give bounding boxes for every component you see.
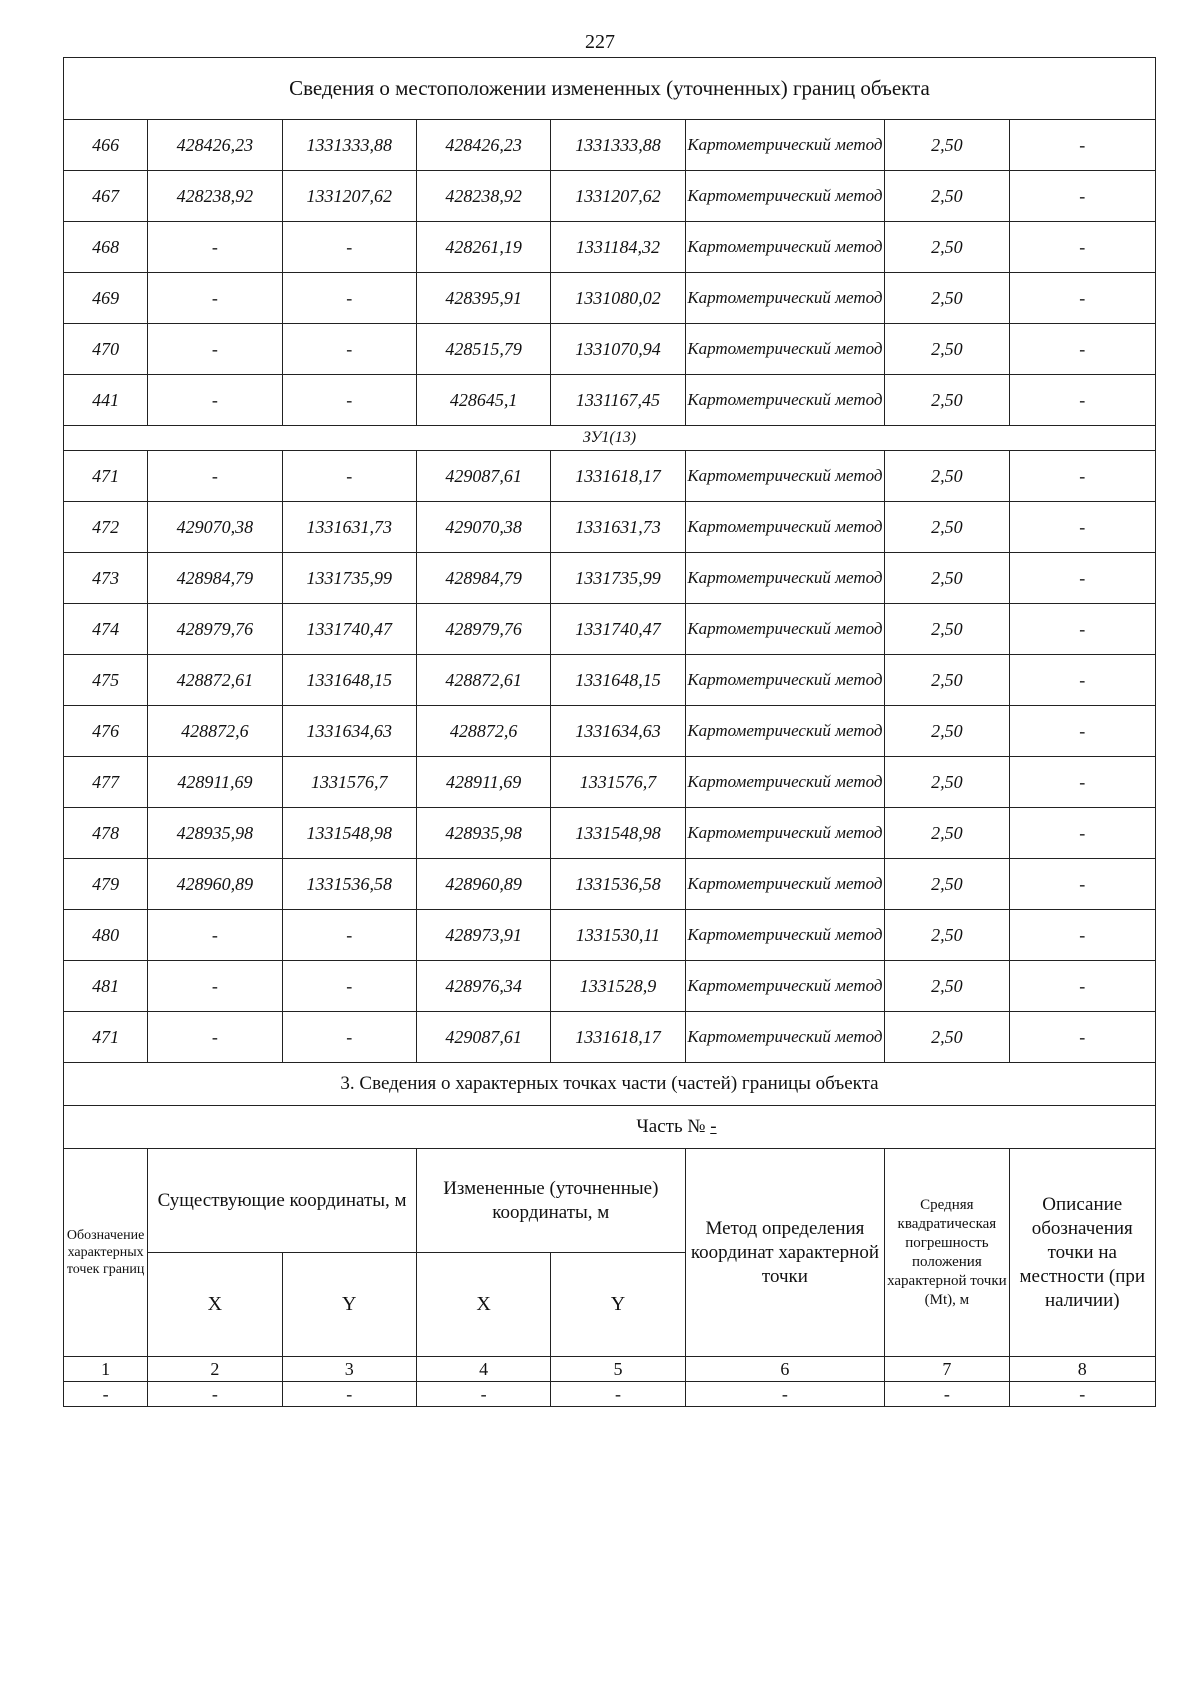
existing-y-cell: - — [282, 961, 416, 1012]
mean-error-cell: 2,50 — [885, 808, 1009, 859]
column-number-cell: 8 — [1009, 1357, 1155, 1382]
mean-error-cell: 2,50 — [885, 757, 1009, 808]
mean-error-cell: 2,50 — [885, 961, 1009, 1012]
changed-x-cell: 428960,89 — [416, 859, 550, 910]
empty-cell: - — [685, 1382, 885, 1407]
method-cell: Картометрический метод — [685, 222, 885, 273]
changed-y-cell: 1331536,58 — [551, 859, 685, 910]
description-cell: - — [1009, 502, 1155, 553]
changed-x-cell: 428515,79 — [416, 324, 550, 375]
existing-x-cell: - — [148, 222, 282, 273]
point-number-cell: 466 — [64, 120, 148, 171]
table-row — [64, 859, 1156, 910]
point-number-cell: 471 — [64, 1012, 148, 1063]
existing-x-cell: - — [148, 375, 282, 426]
existing-y-cell: - — [282, 273, 416, 324]
point-number-cell: 479 — [64, 859, 148, 910]
existing-y-cell: - — [282, 375, 416, 426]
empty-cell: - — [551, 1382, 685, 1407]
table-row — [64, 375, 1156, 426]
existing-y-cell: 1331207,62 — [282, 171, 416, 222]
description-cell: - — [1009, 808, 1155, 859]
method-cell: Картометрический метод — [685, 324, 885, 375]
column-number-cell: 6 — [685, 1357, 885, 1382]
changed-y-cell: 1331634,63 — [551, 706, 685, 757]
point-number-cell: 476 — [64, 706, 148, 757]
existing-y-cell: 1331735,99 — [282, 553, 416, 604]
changed-x-cell: 428238,92 — [416, 171, 550, 222]
point-number-cell: 478 — [64, 808, 148, 859]
header-description: Описание обозначения точки на местности (при наличии) — [1009, 1149, 1155, 1357]
point-number-cell: 469 — [64, 273, 148, 324]
mean-error-cell: 2,50 — [885, 120, 1009, 171]
existing-x-cell: - — [148, 273, 282, 324]
method-cell: Картометрический метод — [685, 808, 885, 859]
point-number-cell: 475 — [64, 655, 148, 706]
empty-cell: - — [416, 1382, 550, 1407]
description-cell: - — [1009, 324, 1155, 375]
header-changed-coords: Измененные (уточненные) координаты, м — [416, 1149, 685, 1253]
existing-y-cell: 1331631,73 — [282, 502, 416, 553]
description-cell: - — [1009, 910, 1155, 961]
existing-x-cell: 428426,23 — [148, 120, 282, 171]
empty-part-row — [64, 1382, 1156, 1407]
description-cell: - — [1009, 757, 1155, 808]
method-cell: Картометрический метод — [685, 273, 885, 324]
method-cell: Картометрический метод — [685, 655, 885, 706]
existing-x-cell: 428984,79 — [148, 553, 282, 604]
method-cell: Картометрический метод — [685, 375, 885, 426]
method-cell: Картометрический метод — [685, 961, 885, 1012]
mean-error-cell: 2,50 — [885, 324, 1009, 375]
changed-x-cell: 428976,34 — [416, 961, 550, 1012]
changed-y-cell: 1331631,73 — [551, 502, 685, 553]
table-row — [64, 1012, 1156, 1063]
table-row — [64, 502, 1156, 553]
changed-x-cell: 428872,61 — [416, 655, 550, 706]
changed-x-cell: 428872,6 — [416, 706, 550, 757]
description-cell: - — [1009, 171, 1155, 222]
table-row — [64, 604, 1156, 655]
changed-x-cell: 429087,61 — [416, 451, 550, 502]
changed-y-cell: 1331618,17 — [551, 451, 685, 502]
point-number-cell: 474 — [64, 604, 148, 655]
method-cell: Картометрический метод — [685, 1012, 885, 1063]
table-row — [64, 910, 1156, 961]
method-cell: Картометрический метод — [685, 910, 885, 961]
table-title: Сведения о местоположении измененных (уточненных) границ объекта — [64, 58, 1156, 120]
table-row — [64, 324, 1156, 375]
existing-y-cell: 1331548,98 — [282, 808, 416, 859]
mean-error-cell: 2,50 — [885, 1012, 1009, 1063]
point-number-cell: 471 — [64, 451, 148, 502]
changed-y-cell: 1331184,32 — [551, 222, 685, 273]
changed-x-cell: 428645,1 — [416, 375, 550, 426]
existing-y-cell: 1331648,15 — [282, 655, 416, 706]
mean-error-cell: 2,50 — [885, 706, 1009, 757]
description-cell: - — [1009, 120, 1155, 171]
column-number-cell: 2 — [148, 1357, 282, 1382]
mean-error-cell: 2,50 — [885, 451, 1009, 502]
method-cell: Картометрический метод — [685, 502, 885, 553]
part-number-value: - — [710, 1116, 717, 1137]
table-row — [64, 451, 1156, 502]
column-number-cell: 4 — [416, 1357, 550, 1382]
description-cell: - — [1009, 706, 1155, 757]
changed-y-cell: 1331576,7 — [551, 757, 685, 808]
point-number-cell: 477 — [64, 757, 148, 808]
description-cell: - — [1009, 273, 1155, 324]
existing-x-cell: - — [148, 451, 282, 502]
table-row — [64, 553, 1156, 604]
parcel-subtitle: ЗУ1(13) — [64, 426, 1156, 451]
existing-y-cell: - — [282, 451, 416, 502]
changed-x-cell: 429087,61 — [416, 1012, 550, 1063]
changed-y-cell: 1331740,47 — [551, 604, 685, 655]
mean-error-cell: 2,50 — [885, 222, 1009, 273]
header-mean-error: Средняя квадратическая погрешность положения характерной точки (Mt), м — [885, 1149, 1009, 1357]
existing-y-cell: 1331536,58 — [282, 859, 416, 910]
method-cell: Картометрический метод — [685, 120, 885, 171]
description-cell: - — [1009, 553, 1155, 604]
header-designation: Обозначение характерных точек границ — [64, 1149, 148, 1357]
mean-error-cell: 2,50 — [885, 604, 1009, 655]
description-cell: - — [1009, 375, 1155, 426]
description-cell: - — [1009, 655, 1155, 706]
existing-x-cell: - — [148, 1012, 282, 1063]
existing-y-cell: 1331576,7 — [282, 757, 416, 808]
method-cell: Картометрический метод — [685, 171, 885, 222]
changed-x-cell: 428984,79 — [416, 553, 550, 604]
changed-y-cell: 1331648,15 — [551, 655, 685, 706]
mean-error-cell: 2,50 — [885, 502, 1009, 553]
table-row — [64, 171, 1156, 222]
point-number-cell: 468 — [64, 222, 148, 273]
description-cell: - — [1009, 1012, 1155, 1063]
existing-y-cell: - — [282, 324, 416, 375]
existing-y-cell: 1331333,88 — [282, 120, 416, 171]
description-cell: - — [1009, 604, 1155, 655]
changed-y-cell: 1331167,45 — [551, 375, 685, 426]
description-cell: - — [1009, 451, 1155, 502]
table-row — [64, 222, 1156, 273]
header-existing-x: X — [148, 1253, 282, 1357]
section-3-header-row — [64, 1149, 1156, 1253]
section-3-title: 3. Сведения о характерных точках части (частей) границы объекта — [64, 1063, 1156, 1106]
point-number-cell: 467 — [64, 171, 148, 222]
method-cell: Картометрический метод — [685, 553, 885, 604]
changed-y-cell: 1331528,9 — [551, 961, 685, 1012]
mean-error-cell: 2,50 — [885, 655, 1009, 706]
changed-x-cell: 429070,38 — [416, 502, 550, 553]
part-number-cell — [64, 1106, 1156, 1149]
description-cell: - — [1009, 961, 1155, 1012]
method-cell: Картометрический метод — [685, 706, 885, 757]
changed-x-cell: 428979,76 — [416, 604, 550, 655]
changed-x-cell: 428973,91 — [416, 910, 550, 961]
existing-y-cell: 1331634,63 — [282, 706, 416, 757]
point-number-cell: 472 — [64, 502, 148, 553]
existing-x-cell: - — [148, 910, 282, 961]
table-row — [64, 273, 1156, 324]
point-number-cell: 481 — [64, 961, 148, 1012]
table-title-row — [64, 58, 1156, 120]
method-cell: Картометрический метод — [685, 859, 885, 910]
header-changed-x: X — [416, 1253, 550, 1357]
changed-y-cell: 1331530,11 — [551, 910, 685, 961]
existing-x-cell: 428960,89 — [148, 859, 282, 910]
method-cell: Картометрический метод — [685, 451, 885, 502]
description-cell: - — [1009, 222, 1155, 273]
mean-error-cell: 2,50 — [885, 171, 1009, 222]
point-number-cell: 441 — [64, 375, 148, 426]
mean-error-cell: 2,50 — [885, 375, 1009, 426]
point-number-cell: 470 — [64, 324, 148, 375]
changed-x-cell: 428426,23 — [416, 120, 550, 171]
part-number-label: Часть № — [636, 1116, 706, 1137]
empty-cell: - — [148, 1382, 282, 1407]
existing-y-cell: - — [282, 222, 416, 273]
header-existing-coords: Существующие координаты, м — [148, 1149, 417, 1253]
existing-y-cell: - — [282, 910, 416, 961]
column-number-row — [64, 1357, 1156, 1382]
table-row — [64, 757, 1156, 808]
table-row — [64, 655, 1156, 706]
existing-x-cell: 428911,69 — [148, 757, 282, 808]
method-cell: Картометрический метод — [685, 757, 885, 808]
changed-x-cell: 428911,69 — [416, 757, 550, 808]
header-changed-y: Y — [551, 1253, 685, 1357]
part-number-row — [64, 1106, 1156, 1149]
mean-error-cell: 2,50 — [885, 273, 1009, 324]
header-existing-y: Y — [282, 1253, 416, 1357]
point-number-cell: 480 — [64, 910, 148, 961]
changed-x-cell: 428395,91 — [416, 273, 550, 324]
empty-cell: - — [64, 1382, 148, 1407]
changed-y-cell: 1331080,02 — [551, 273, 685, 324]
existing-x-cell: - — [148, 324, 282, 375]
changed-y-cell: 1331735,99 — [551, 553, 685, 604]
table-row — [64, 961, 1156, 1012]
existing-y-cell: - — [282, 1012, 416, 1063]
changed-x-cell: 428935,98 — [416, 808, 550, 859]
changed-y-cell: 1331070,94 — [551, 324, 685, 375]
column-number-cell: 7 — [885, 1357, 1009, 1382]
column-number-cell: 5 — [551, 1357, 685, 1382]
parcel-subtitle-row — [64, 426, 1156, 451]
column-number-cell: 3 — [282, 1357, 416, 1382]
page-number: 227 — [585, 31, 615, 53]
empty-cell: - — [1009, 1382, 1155, 1407]
changed-y-cell: 1331548,98 — [551, 808, 685, 859]
existing-x-cell: - — [148, 961, 282, 1012]
existing-x-cell: 428872,6 — [148, 706, 282, 757]
table-row — [64, 808, 1156, 859]
changed-y-cell: 1331333,88 — [551, 120, 685, 171]
empty-cell: - — [885, 1382, 1009, 1407]
mean-error-cell: 2,50 — [885, 859, 1009, 910]
column-number-cell: 1 — [64, 1357, 148, 1382]
changed-y-cell: 1331207,62 — [551, 171, 685, 222]
changed-y-cell: 1331618,17 — [551, 1012, 685, 1063]
section-3-title-row — [64, 1063, 1156, 1106]
existing-x-cell: 428979,76 — [148, 604, 282, 655]
description-cell: - — [1009, 859, 1155, 910]
mean-error-cell: 2,50 — [885, 553, 1009, 604]
table-row — [64, 120, 1156, 171]
existing-x-cell: 428935,98 — [148, 808, 282, 859]
method-cell: Картометрический метод — [685, 604, 885, 655]
table-row — [64, 706, 1156, 757]
header-method: Метод определения координат характерной точки — [685, 1149, 885, 1357]
empty-cell: - — [282, 1382, 416, 1407]
existing-x-cell: 428238,92 — [148, 171, 282, 222]
changed-x-cell: 428261,19 — [416, 222, 550, 273]
existing-x-cell: 428872,61 — [148, 655, 282, 706]
existing-y-cell: 1331740,47 — [282, 604, 416, 655]
mean-error-cell: 2,50 — [885, 910, 1009, 961]
boundary-table — [63, 57, 1156, 1407]
point-number-cell: 473 — [64, 553, 148, 604]
existing-x-cell: 429070,38 — [148, 502, 282, 553]
